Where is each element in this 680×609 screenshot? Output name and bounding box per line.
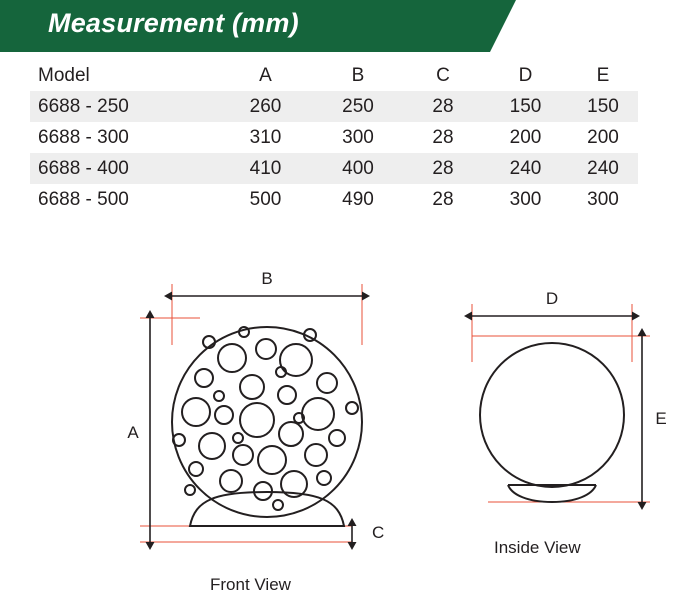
dimension-a-label: A [127,423,139,442]
page-header [0,0,680,52]
cell-b: 490 [313,184,403,215]
column-header-a: A [218,60,313,91]
cell-model: 6688 - 250 [30,91,218,122]
dimension-c-label: C [372,523,385,542]
front-view-globe [172,327,362,526]
dimension-e [642,336,667,502]
cell-d: 300 [483,184,568,215]
cell-e: 150 [568,91,638,122]
cell-c: 28 [403,184,483,215]
cell-d: 200 [483,122,568,153]
inside-view-globe [480,343,624,502]
table-row [30,184,638,215]
cell-d: 240 [483,153,568,184]
cell-model: 6688 - 300 [30,122,218,153]
cell-d: 150 [483,91,568,122]
cell-e: 200 [568,122,638,153]
column-header-model: Model [30,60,218,91]
front-view-caption: Front View [210,575,291,594]
column-header-e: E [568,60,638,91]
dimension-d-label: D [545,289,559,308]
cell-a: 500 [218,184,313,215]
table-row [30,91,638,122]
dimension-d [472,289,632,316]
cell-model: 6688 - 500 [30,184,218,215]
cell-b: 250 [313,91,403,122]
dimension-c [352,523,384,542]
technical-drawings [0,250,680,609]
column-header-c: C [403,60,483,91]
cell-b: 300 [313,122,403,153]
table-row [30,153,638,184]
cell-b: 400 [313,153,403,184]
page-title: Measurement (mm) [48,8,299,38]
table-header-row [30,60,638,91]
dimension-e-label: E [655,409,667,428]
column-header-d: D [483,60,568,91]
cell-e: 240 [568,153,638,184]
dimension-b [172,269,362,296]
inside-view-drawing [472,289,667,502]
column-header-b: B [313,60,403,91]
cell-c: 28 [403,153,483,184]
measurement-table-container [30,60,630,215]
dimension-b-label: B [261,269,273,288]
cell-c: 28 [403,122,483,153]
cell-model: 6688 - 400 [30,153,218,184]
dimension-a [127,318,150,542]
front-view-drawing [127,269,384,542]
cell-a: 310 [218,122,313,153]
table-row [30,122,638,153]
cell-a: 410 [218,153,313,184]
cell-c: 28 [403,91,483,122]
cell-e: 300 [568,184,638,215]
cell-a: 260 [218,91,313,122]
measurement-table [30,60,638,215]
inside-view-caption: Inside View [494,538,581,557]
